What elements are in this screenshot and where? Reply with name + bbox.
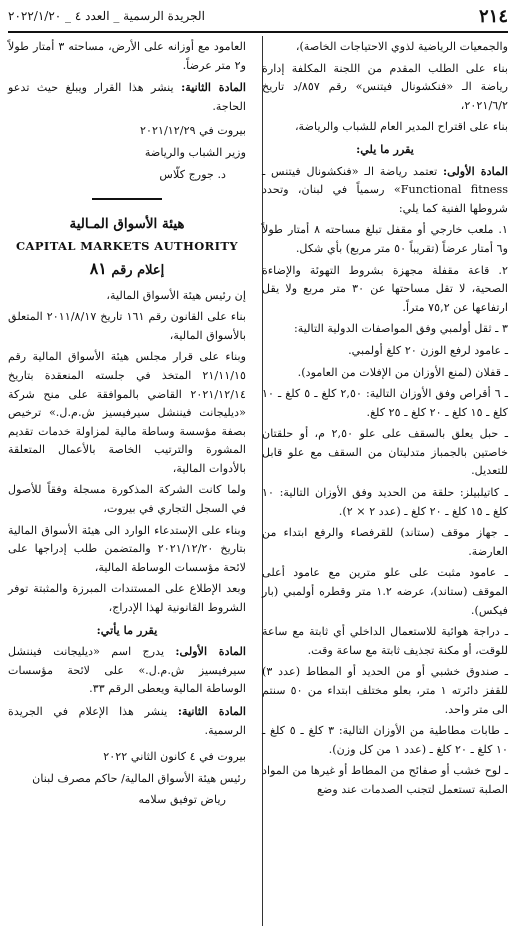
running-head: الجريدة الرسمية _ العدد ٤ _ ٢٠٢٢/١/٢٠ [8, 9, 205, 23]
signature-title: وزير الشباب والرياضة [144, 145, 246, 159]
authority-name-english: CAPITAL MARKETS AUTHORITY [16, 239, 238, 254]
left-column [8, 38, 246, 813]
section-separator [8, 190, 246, 209]
paragraph [262, 342, 508, 361]
page-header [8, 4, 508, 28]
paragraph-text: إن رئيس هيئة الأسواق المالية، [106, 288, 246, 302]
authority-name-arabic: هيئة الأسواق المـالية [69, 215, 185, 232]
page-number: ٢١٤ [478, 5, 508, 27]
signature-date: بيروت في ٢٠٢١/١٢/٢٩ [139, 124, 246, 138]
paragraph-text: ـ ٦ أقراص وفق الأوزان التالية: ٢,٥٠ كلغ ـ ٥ كلغ ـ ١٠ كلغ ـ ١٥ كلغ ـ ٢٠ كلغ ـ ٢٥ كلغ. [262, 387, 508, 419]
paragraph [8, 522, 246, 578]
right-column-paragraphs [262, 38, 508, 800]
paragraph-text: ينشر هذا الإعلام في الجريدة الرسمية. [8, 705, 246, 737]
paragraph-text: بناء على الطلب المقدم من اللجنة المكلفة إدارة رياضة الـ «فنكشونال فيتنس» رقم ٨٥٧/د تاريخ ٢٠٢١/٦/٢، [262, 61, 508, 112]
paragraph-text: ـ صندوق خشبي أو من الحديد أو المطاط (عدد ٣) للقفز دائرته ١ متر، بعلو مختلف ابتداء من ٥٠ سنتم الى متر واحد. [262, 665, 508, 716]
paragraph-text: ـ قفلان (لمنع الأوزان من الإفلات من العامود). [297, 365, 508, 379]
paragraph [8, 642, 246, 699]
left-column-body-paragraphs [8, 287, 246, 741]
article-label: المادة الثانية: [181, 80, 246, 95]
paragraph-text: ـ كاتيلبيلز: حلقة من الحديد وفق الأوزان التالية: ١٠ كلغ ـ ١٥ كلغ ـ ٢٠ كلغ ـ (عدد ٢ × ٢). [262, 486, 508, 518]
right-column [262, 38, 508, 803]
notice-number: ٨١ [89, 258, 107, 278]
signature-date: بيروت في ٤ كانون الثاني ٢٠٢٢ [103, 750, 246, 764]
paragraph [8, 580, 246, 617]
paragraph [8, 481, 246, 518]
paragraph [262, 385, 508, 422]
paragraph [262, 162, 508, 219]
paragraph [262, 762, 508, 799]
article-label: المادة الأولى: [442, 163, 508, 178]
paragraph-text: ١. ملعب خارجي أو مقفل تبلغ مساحته ٨ أمتار طولاً و٦ أمتار عرضاً (تقريباً ٥٠ متر مربع) بأي شكل. [262, 223, 508, 255]
paragraph-text: ينشر هذا القرار ويبلغ حيث تدعو الحاجة. [8, 81, 246, 113]
paragraph [262, 60, 508, 116]
paragraph-text: وبناء على الإستدعاء الوارد الى هيئة الأسواق المالية بتاريخ ٢٠٢١/١٢/٢٠ والمتضمن طلب إدراجها على لائحة مؤسسات الوساطة المالية، [8, 523, 246, 574]
paragraph-text: وبناء على قرار مجلس هيئة الأسواق المالية رقم ٢١/١١/١٥ المتخذ في جلسته المنعقدة بتاريخ ٢٠٢١/١٢/١٤ القاضي بالموافقة على منح شركة «ديليجانت فيننشل سيرفيسيز ش.م.ل.» ترخيص بصفة مؤسسة وساطة مالية لمزاولة خدمات تقديم المشورة والترتيب الخاصة بالأعمال المتعلقة بالأدوات المالية، [8, 350, 246, 475]
paragraph-text: وبعد الإطلاع على المستندات المبرزة والمثبتة توفر الشروط القانونية لهذا الإدراج، [8, 582, 246, 615]
signature-block-authority [8, 748, 246, 810]
paragraph-text: ـ جهاز موقف (ستاند) للقرفصاء والرفع ابتداء من العارضة. [262, 526, 508, 558]
paragraph-text: يقرر ما يأتي: [96, 622, 158, 637]
signature-title: رئيس هيئة الأسواق المالية/ حاكم مصرف لبنان [32, 771, 246, 785]
paragraph [262, 524, 508, 561]
paragraph [8, 621, 246, 640]
paragraph [8, 702, 246, 740]
paragraph-text: ـ عامود لرفع الوزن ٢٠ كلغ أولمبي. [348, 343, 508, 357]
paragraph-text: ولما كانت الشركة المذكورة مسجلة وفقاً للأصول في السجل التجاري في بيروت، [8, 483, 246, 516]
paragraph [262, 425, 508, 481]
article-label: المادة الثانية: [177, 704, 246, 718]
header-rule [8, 31, 508, 33]
paragraph-text: ٢. قاعة مقفلة مجهزة بشروط التهوئة والإضاءة الصحية، لا تقل مساحتها عن ٣٠ متر مربع ولا يقل ارتفاعها عن ٧٥,٢ متراً. [262, 263, 508, 314]
paragraph-text: يدرج اسم «ديليجانت فيننشل سيرفيسيز ش.م.ل.» على لائحة مؤسسات الوساطة المالية ويعطى الرقم ٣٣. [8, 645, 246, 696]
paragraph [262, 663, 508, 719]
paragraph [8, 287, 246, 306]
signature-block-minister [8, 122, 246, 184]
article-label: المادة الأولى: [175, 644, 246, 659]
paragraph [262, 564, 508, 620]
paragraph-text: والجمعيات الرياضية لذوي الاحتياجات الخاصة)، [295, 40, 508, 53]
left-column-top-paragraphs [8, 38, 246, 116]
paragraph-text: بناء على اقتراح المدير العام للشباب والرياضة، [294, 120, 508, 134]
signature-name: د. جورج كلّاس [159, 167, 226, 181]
paragraph-text: ـ لوح خشب أو صفائح من المطاط أو غيرها من المواد الصلبة تستعمل لتجنب الصدمات عند وضع [262, 764, 508, 796]
paragraph [262, 722, 508, 759]
paragraph-text: تعتمد رياضة الـ «فنكشونال فيتنس ـ Functional fitness» رسمياً في لبنان، وتحدد شروطها الفنية كما يلي: [262, 164, 508, 215]
signature-name: رياض توفيق سلامه [138, 793, 226, 807]
paragraph-text: ٣ ـ ثقل أولمبي وفق المواصفات الدولية التالية: [293, 322, 508, 336]
paragraph [262, 320, 508, 339]
paragraph [262, 364, 508, 383]
paragraph-text: ـ دراجة هوائية للاستعمال الداخلي أي ثابتة مع ساعة للوقت، أو مكنة تجذيف ثابتة مع ساعة وقت. [262, 625, 508, 657]
paragraph-text: ـ طابات مطاطية من الأوزان التالية: ٣ كلغ ـ ٥ كلغ ـ ١٠ كلغ ـ ٢٠ كلغ ـ (عدد ١ من كل وزن). [262, 724, 509, 756]
paragraph-text: يقرر ما يلي: [356, 141, 414, 156]
paragraph [8, 78, 246, 116]
paragraph [262, 484, 508, 521]
paragraph-text: العامود مع أوزانه على الأرض، مساحته ٣ أمتار طولاً و٢ متر عرضاً. [8, 40, 246, 72]
paragraph-text: ـ عامود مثبت على علو مترين مع عامود أعلى الموقف (ستاند)، عرضه ١.٢ متر وقطره أولمبي (بار فيكس). [262, 566, 508, 617]
paragraph-text: ـ حبل يعلق بالسقف على علو ٢,٥٠ م، أو حلقتان خاصتين بالجمباز متدليتان من السقف مع علو قابل للتعديل. [262, 427, 509, 478]
paragraph [262, 38, 508, 57]
paragraph [8, 348, 246, 478]
paragraph [8, 308, 246, 345]
notice-label: إعلام رقم [111, 262, 165, 278]
paragraph [262, 262, 508, 318]
notice-heading [8, 260, 246, 281]
paragraph [262, 118, 508, 137]
paragraph-text: بناء على القانون رقم ١٦١ تاريخ ٢٠١١/٨/١٧ المتعلق بالأسواق المالية، [8, 310, 247, 342]
paragraph [8, 38, 246, 75]
paragraph [262, 623, 508, 660]
paragraph [262, 221, 508, 258]
paragraph [262, 140, 508, 159]
